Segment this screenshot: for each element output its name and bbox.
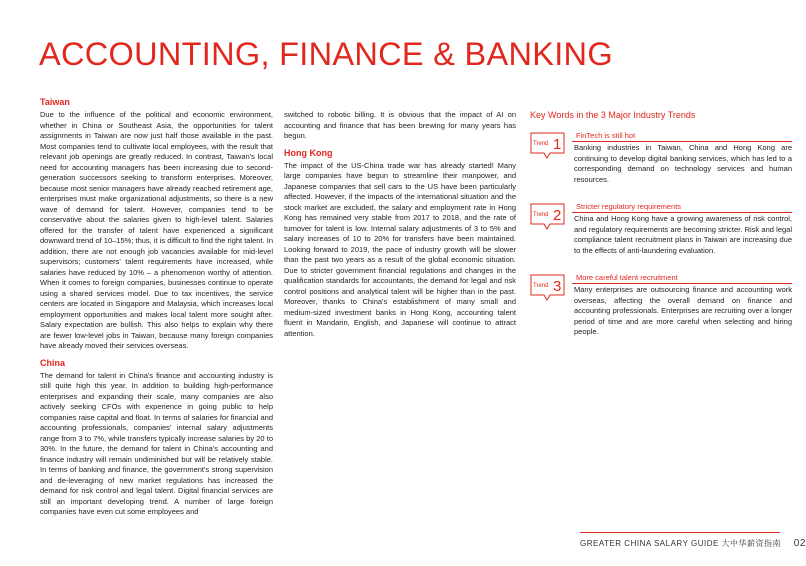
footer-guide-title-cn: 大中华薪资指南 xyxy=(721,539,782,548)
trend-3-body: Many enterprises are outsourcing finance and accounting work overseas, affecting the overall demand on finance and accounting professionals. Enterprises are recruiting over a longer period of time and are more careful when selecting and hiring people. xyxy=(574,285,792,336)
trend-2-icon xyxy=(530,202,566,232)
key-words-panel xyxy=(530,109,792,344)
page-title: ACCOUNTING, FINANCE & BANKING xyxy=(39,36,613,72)
key-words-title: Key Words in the 3 Major Industry Trends xyxy=(530,110,696,120)
column-middle xyxy=(284,110,516,339)
trend-2-label: Trend xyxy=(533,212,549,218)
trend-block-3 xyxy=(530,273,792,340)
trend-2-heading: Stricter regulatory requirements xyxy=(572,202,792,213)
page-number: 02 xyxy=(793,538,806,549)
taiwan-body: Due to the influence of the political and economic environment, whether in China or Southeast Asia, the opportunities for talent assignments in Taiwan are now just half those available in the past. Most companies tend to cultivate local employees, with the result that relevant job openings are greatly reduced. In contrast, Taiwan's local need for accounting managers has been increasing due to second-generation successors seeking to transform enterprises. Moreover, because most senior managers have already reached retirement age, enterprises must make organizational adjustments, so there is a new wave of demand for talent. However, companies tend to be conservative about the salaries given to high-level talent. Salaries offered for the transfer of talent have experienced a significant downward trend of 10–15%; thus, it is difficult to find the right talent. In addition, there are not enough job vacancies available for mid-level supervisors; customers' talent requirements have increased, while salaries have reduced by 10% – a phenomenon worthy of attention. When it comes to foreign companies, businesses continue to operate using a shared services model. Due to tax incentives, the service centers are located in Singapore and Malaysia, which increases local employment opportunities and makes local talent more sought after. Salary expectation are bullish. This also helps to explain why there are fewer low-level jobs in Taiwan, because many foreign companies have already moved their services overseas. xyxy=(40,110,273,350)
column-left xyxy=(40,96,273,518)
trend-1-heading: FinTech is still hot xyxy=(572,131,792,142)
trend-1-number: 1 xyxy=(553,136,562,153)
china-body: The demand for talent in China's finance and accounting industry is still quite high this year. In addition to building high-performance enterprises and expanding their scale, many companies are also actively seeking CFOs with experience in going public to help companies raise capital and float. In terms of salaries for financial and accounting professionals, companies' internal salary adjustments range from 3 to 7%, while transfers typically increase salaries by 20 to 30%. In the future, the demand for talent in China's accounting and finance industry will remain undiminished but will be relatively stable. In terms of banking and finance, the government's strong supervision and de-leveraging of new market regulations has increased the demand for risk control and legal talent. Digital financial services are still an important developing trend. A number of large foreign companies have even cut some employees and xyxy=(40,370,273,516)
china-heading: China xyxy=(40,357,66,368)
hongkong-heading: Hong Kong xyxy=(284,147,333,158)
trend-2-body: China and Hong Kong have a growing awareness of risk control, and regulatory requirements are becoming stricter. Risk and legal compliance talent recruitment plans in Taiwan are increasing due to the effects of anti-laundering evaluation. xyxy=(574,214,792,255)
trend-3-label: Trend xyxy=(533,283,549,289)
trend-1-label: Trend xyxy=(533,141,549,147)
trend-1-body: Banking industries in Taiwan, China and Hong Kong are continuing to develop digital banking services, which has led to a corresponding demand on technology services and human resources. xyxy=(574,143,792,184)
trend-block-2 xyxy=(530,202,792,269)
hongkong-body: The impact of the US-China trade war has already started! Many large companies have begun to streamline their manpower, and Japanese companies that sell cars to the US have been particularly affected. However, if the impacts of the international situation and the stock market are excluded, the salary and employment rate in Hong Kong has remained very stable from 2017 to 2018, and the rate of turnover for talent is low. Internal salary adjustments of 3 to 5% and salary increases of 10 to 20% for transfers have been maintained. Looking forward to 2019, the pace of industry growth will be slower than the past two years as a result of the global economic situation. Due to stricter government financial regulations and changes in the qualification standards for accountants, the demand for legal and risk control positions and analytical talent will be higher than in the past. Moreover, thanks to China's establishment of many small and medium-sized investment banks in Hong Kong, accounting talent fluent in Mandarin, English, and Japanese will continue to attract attention. xyxy=(284,160,516,338)
footer-guide-title: GREATER CHINA SALARY GUIDE xyxy=(580,539,719,548)
trend-2-number: 2 xyxy=(553,207,562,224)
china-body-continued: switched to robotic billing. It is obvious that the impact of AI on accounting and finance that has been brewing for many years has begun. xyxy=(284,110,516,140)
footer-divider xyxy=(580,532,780,533)
trend-3-icon xyxy=(530,273,566,303)
taiwan-heading: Taiwan xyxy=(40,97,70,107)
trend-3-number: 3 xyxy=(553,278,562,295)
trend-block-1 xyxy=(530,131,792,198)
trend-3-heading: More careful talent recruitment xyxy=(572,273,792,284)
trend-1-icon xyxy=(530,131,566,161)
page-footer xyxy=(580,538,806,550)
